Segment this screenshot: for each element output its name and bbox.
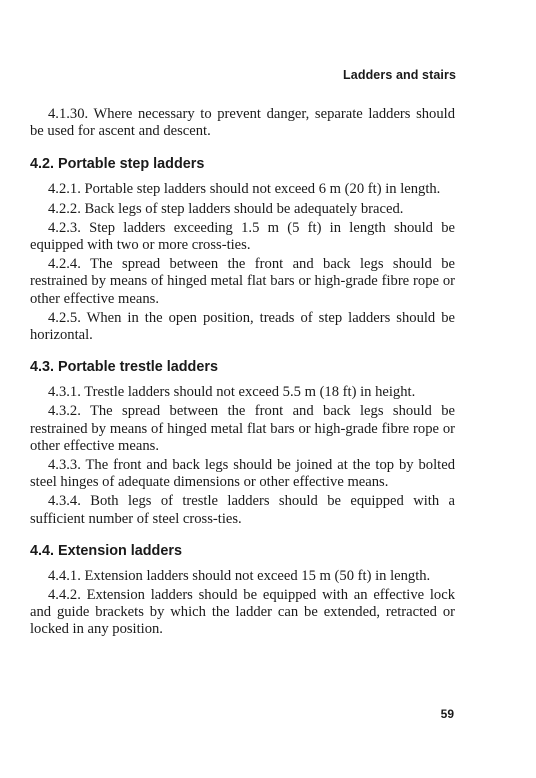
section-heading-4-4: 4.4. Extension ladders: [30, 542, 182, 559]
paragraph-4-1-30: 4.1.30. Where necessary to prevent danger, separate ladders should be used for ascent and descent.: [30, 106, 455, 140]
paragraph-4-2-3: 4.2.3. Step ladders exceeding 1.5 m (5 ft) in length should be equipped with two or more cross-ties.: [30, 219, 455, 254]
running-head: Ladders and stairs: [343, 68, 456, 82]
paragraph-4-2-2: 4.2.2. Back legs of step ladders should be adequately braced.: [48, 200, 404, 217]
paragraph-4-2-1: 4.2.1. Portable step ladders should not exceed 6 m (20 ft) in length.: [48, 181, 441, 198]
section-heading-4-3: 4.3. Portable trestle ladders: [30, 359, 218, 376]
paragraph-4-4-1: 4.4.1. Extension ladders should not exceed 15 m (50 ft) in length.: [48, 567, 431, 584]
section-heading-4-2: 4.2. Portable step ladders: [30, 156, 205, 173]
paragraph-4-3-1: 4.3.1. Trestle ladders should not exceed 5.5 m (18 ft) in height.: [48, 384, 416, 401]
paragraph-4-3-4: 4.3.4. Both legs of trestle ladders should be equipped with a sufficient number of steel cross-ties.: [30, 493, 455, 527]
paragraph-4-3-2: 4.3.2. The spread between the front and back legs should be restrained by means of hinged metal flat bars or high-grade fibre rope or other effective means.: [30, 403, 455, 454]
page-number: 59: [440, 707, 454, 721]
page-body: [30, 106, 455, 641]
paragraph-4-2-5: 4.2.5. When in the open position, treads of step ladders should be horizontal.: [30, 309, 455, 344]
paragraph-4-2-4: 4.2.4. The spread between the front and back legs should be restrained by means of hinged metal flat bars or high-grade fibre rope or other effective means.: [30, 256, 455, 307]
paragraph-4-4-2: 4.4.2. Extension ladders should be equipped with an effective lock and guide brackets by which the ladder can be extended, retracted or locked in any position.: [30, 587, 455, 638]
paragraph-4-3-3: 4.3.3. The front and back legs should be joined at the top by bolted steel hinges of adequate dimensions or other effective means.: [30, 457, 455, 491]
